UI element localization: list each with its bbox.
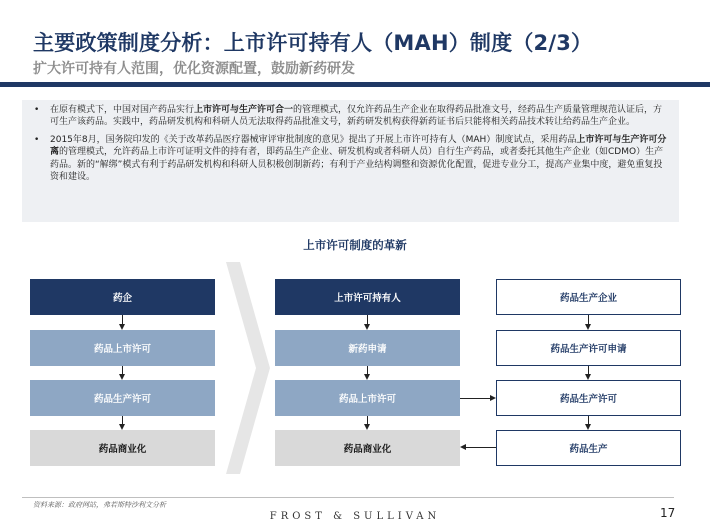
- bullet-seg: 在原有模式下，中国对国产药品实行: [50, 105, 195, 115]
- holder-step-commercialization: 药品商业化: [275, 430, 460, 466]
- arrow-line: [466, 447, 496, 448]
- bullet-seg: 2015年8月，国务院印发的《关于改革药品医疗器械审评审批制度的意见》提出了开展上市许可持有人（MAH）制度试点，采用药品: [50, 134, 577, 145]
- bullet-dot-icon: •: [34, 134, 40, 145]
- source-note: 资料来源：政府网站，弗若斯特沙利文分析: [33, 501, 166, 509]
- arrow-line: [122, 315, 123, 324]
- arrow-head: [364, 374, 370, 380]
- arrow-head: [585, 374, 591, 380]
- holder-step-new-drug-application: 新药申请: [275, 330, 460, 366]
- bullet-item: [32, 104, 671, 129]
- diagram-title: 上市许可制度的革新: [303, 238, 407, 252]
- bullet-highlight: 上市许可与生产许可合一: [194, 105, 294, 115]
- old-step-marketing-license: 药品上市许可: [30, 330, 215, 366]
- old-step-company: 药企: [30, 279, 215, 315]
- bullet-highlight: 上市许可与生产许可分离: [50, 134, 667, 158]
- mfr-step-production-license-application: 药品生产许可申请: [496, 330, 681, 366]
- old-step-production-license: 药品生产许可: [30, 380, 215, 416]
- arrow-head: [585, 424, 591, 430]
- arrow-line: [588, 366, 589, 374]
- bullet-dot-icon: •: [34, 105, 40, 115]
- arrow-head: [460, 444, 466, 450]
- bullet-item: [32, 134, 671, 184]
- footer-divider: [22, 497, 674, 498]
- arrow-line: [367, 315, 368, 324]
- page-subtitle: 扩大许可持有人范围，优化资源配置，鼓励新药研发: [33, 61, 355, 77]
- arrow-head: [119, 324, 125, 330]
- arrow-head: [364, 324, 370, 330]
- brand-wordmark: FROST & SULLIVAN: [269, 511, 441, 522]
- arrow-line: [122, 416, 123, 424]
- mfr-step-production-license: 药品生产许可: [496, 380, 681, 416]
- arrow-line: [588, 315, 589, 324]
- page-number: 17: [660, 506, 676, 520]
- arrow-line: [367, 366, 368, 374]
- arrow-line: [367, 416, 368, 424]
- chevron-arrow-icon: [226, 262, 274, 474]
- arrow-line: [588, 416, 589, 424]
- mfr-step-manufacturer: 药品生产企业: [496, 279, 681, 315]
- arrow-head: [585, 324, 591, 330]
- arrow-line: [122, 366, 123, 374]
- bullet-panel: [22, 100, 679, 222]
- mfr-step-production: 药品生产: [496, 430, 681, 466]
- holder-step-mah: 上市许可持有人: [275, 279, 460, 315]
- old-step-commercialization: 药品商业化: [30, 430, 215, 466]
- arrow-head: [364, 424, 370, 430]
- arrow-line: [460, 398, 490, 399]
- bullet-seg: 的管理模式，允许药品上市许可证明文件的持有者，即药品生产企业、研发机构或者科研人员）自行生产药品，或者委托其他生产企业（如CDMO）生产药品。新的“解绑”模式有利于药品研发机构和科研人员积极创制新药；有利于产业结构调整和资源优化配置，促进专业分工，提高产业集中度，避免重复投资和建设。: [50, 147, 664, 183]
- header-divider: [0, 82, 710, 87]
- page-title: 主要政策制度分析：上市许可持有人（MAH）制度（2/3）: [33, 31, 593, 55]
- arrow-head: [119, 424, 125, 430]
- arrow-head: [119, 374, 125, 380]
- arrow-head: [490, 395, 496, 401]
- holder-step-marketing-license: 药品上市许可: [275, 380, 460, 416]
- bullet-seg: 的管理模式，仅允许药品生产企业在取得药品批准文号，经药品生产质量管理规范认证后，方可生产该药品。实践中，药品研发机构和科研人员无法取得药品批准文号，新药研发机构获得新药证书后只能将相关药品技术转让给药品生产企业。: [50, 105, 663, 128]
